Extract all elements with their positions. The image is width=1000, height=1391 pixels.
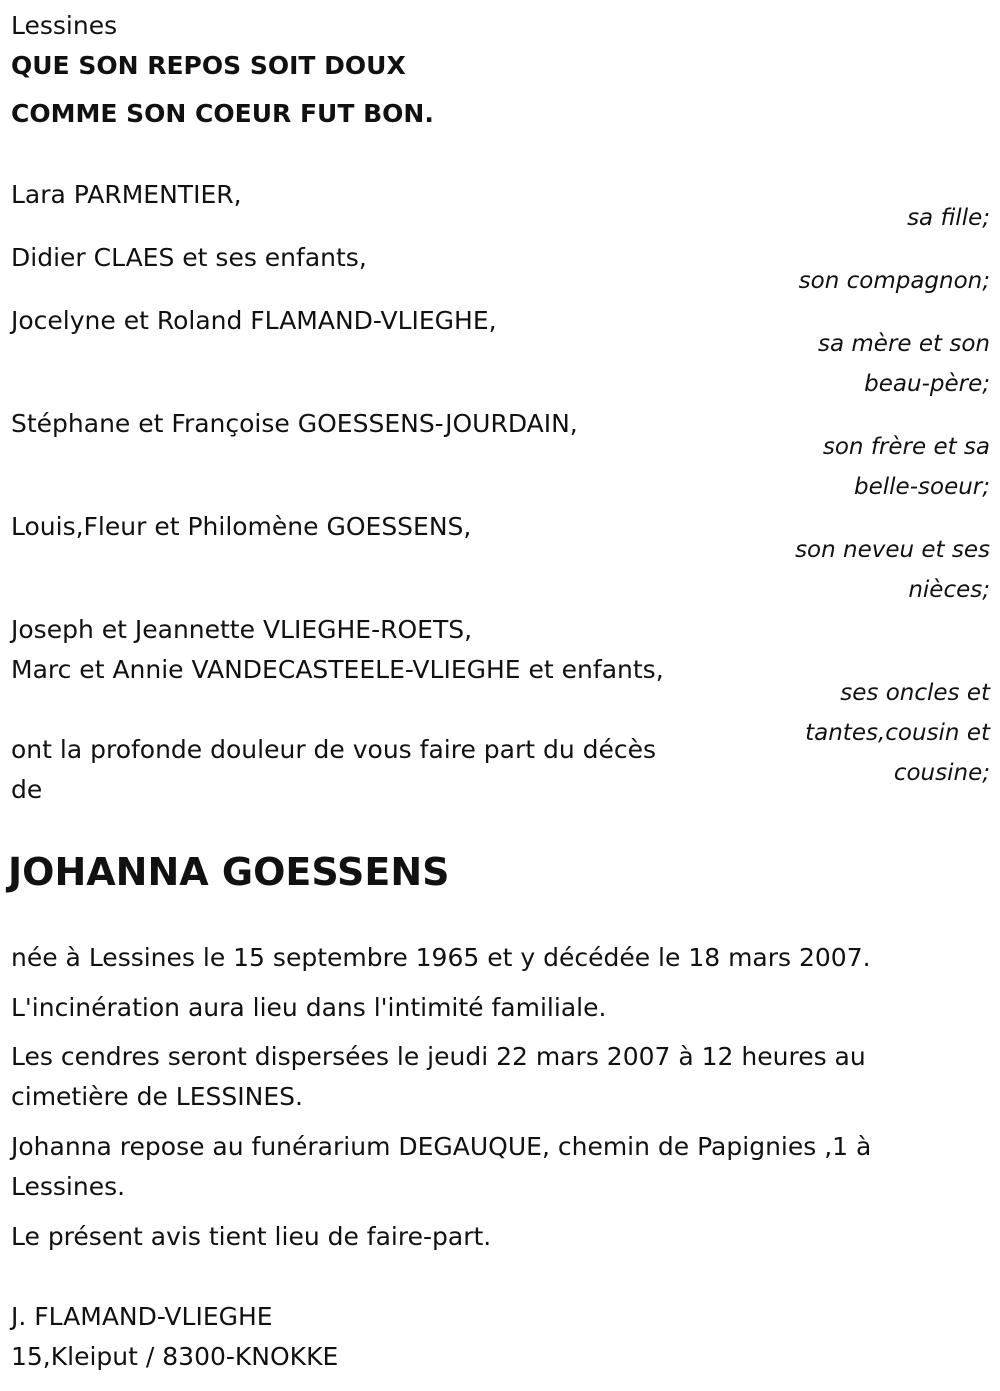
relation-7a: ses oncles et (840, 680, 990, 706)
relation-2: son compagnon; (798, 268, 990, 294)
ashes-text-line-2: cimetière de LESSINES. (11, 1082, 303, 1111)
family-name-7: Marc et Annie VANDECASTEELE-VLIEGHE et enfants, (11, 655, 664, 684)
motto-line-2: COMME SON COEUR FUT BON. (11, 99, 434, 128)
contact-name: J. FLAMAND-VLIEGHE (11, 1302, 273, 1331)
family-name-1: Lara PARMENTIER, (11, 180, 242, 209)
family-name-4: Stéphane et Françoise GOESSENS-JOURDAIN, (11, 409, 578, 438)
ashes-text-line-1: Les cendres seront dispersées le jeudi 22 mars 2007 à 12 heures au (11, 1042, 866, 1071)
city-heading: Lessines (11, 11, 118, 40)
notice-text: Le présent avis tient lieu de faire-part. (11, 1222, 492, 1251)
birth-death-text: née à Lessines le 15 septembre 1965 et y décédée le 18 mars 2007. (11, 943, 871, 972)
announcement-line-1: ont la profonde douleur de vous faire part du décès (11, 735, 657, 764)
relation-5b: nièces; (908, 577, 990, 603)
relation-1: sa fille; (907, 205, 990, 231)
funeral-home-line-1: Johanna repose au funérarium DEGAUQUE, chemin de Papignies ,1 à (11, 1132, 872, 1161)
funeral-home-line-2: Lessines. (11, 1172, 126, 1201)
incineration-text: L'incinération aura lieu dans l'intimité familiale. (11, 993, 607, 1022)
family-name-5: Louis,Fleur et Philomène GOESSENS, (11, 512, 472, 541)
family-name-6: Joseph et Jeannette VLIEGHE-ROETS, (11, 615, 473, 644)
motto-line-1: QUE SON REPOS SOIT DOUX (11, 51, 406, 80)
relation-7c: cousine; (893, 760, 990, 786)
family-name-3: Jocelyne et Roland FLAMAND-VLIEGHE, (11, 306, 497, 335)
family-name-2: Didier CLAES et ses enfants, (11, 243, 367, 272)
relation-5a: son neveu et ses (795, 537, 990, 563)
relation-4b: belle-soeur; (854, 474, 990, 500)
relation-7b: tantes,cousin et (805, 720, 990, 746)
relation-4a: son frère et sa (822, 434, 990, 460)
relation-3b: beau-père; (864, 371, 990, 397)
deceased-name: JOHANNA GOESSENS (8, 850, 450, 894)
announcement-line-2: de (11, 775, 43, 804)
contact-address: 15,Kleiput / 8300-KNOKKE (11, 1342, 339, 1371)
relation-3a: sa mère et son (818, 331, 990, 357)
